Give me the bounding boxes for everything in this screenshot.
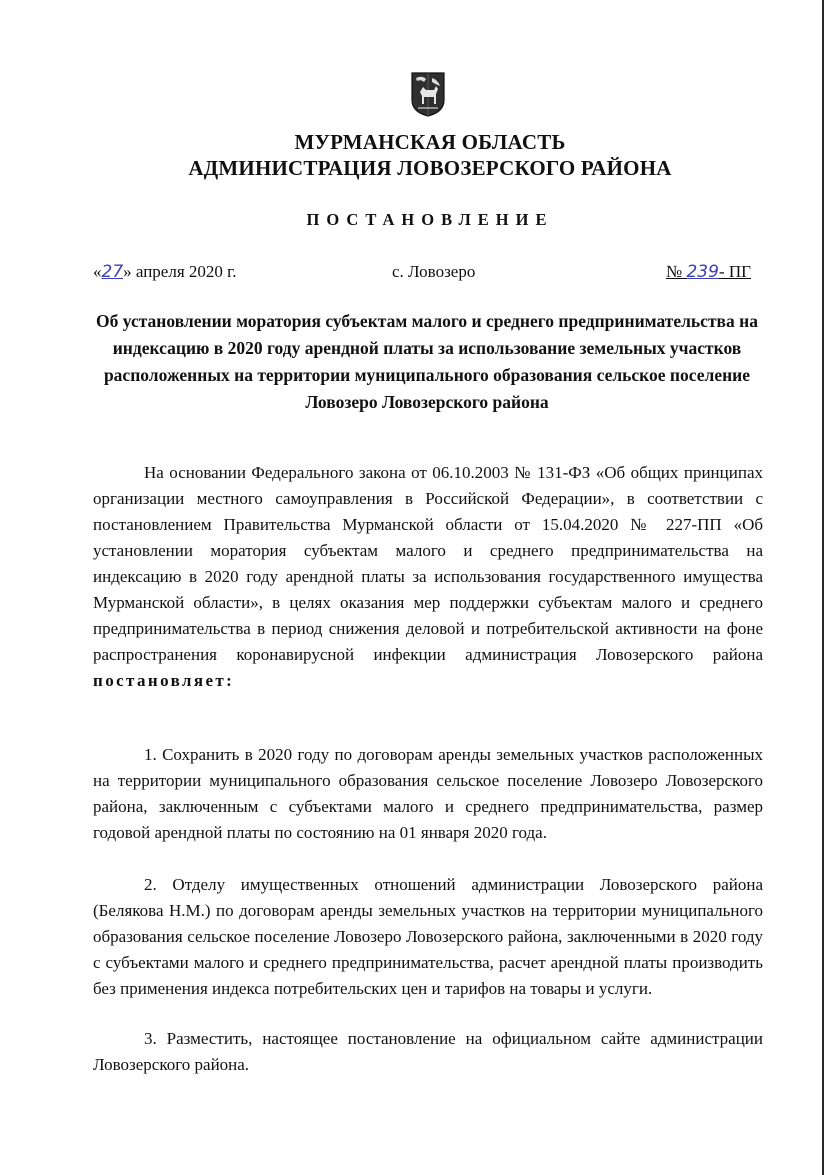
document-type: ПОСТАНОВЛЕНИЕ [306, 210, 554, 229]
intro-paragraph [93, 460, 763, 694]
header-admin: АДМИНИСТРАЦИЯ ЛОВОЗЕРСКОГО РАЙОНА [188, 156, 672, 180]
document-title: Об установлении моратория субъектам малого и среднего предпринимательства на индексацию в 2020 году арендной платы за использование земельных участков расположенных на территории муниципального образования сельское поселение Ловозеро Ловозерского района [96, 311, 758, 412]
number-suffix: - ПГ [718, 262, 751, 281]
item-2: 2. Отделу имущественных отношений администрации Ловозерского района (Белякова Н.М.) по договорам аренды земельных участков на территории муниципального образования сельское поселение Ловозеро Ловозерского района, заключенными в 2020 году с субъектами малого и среднего предпринимательства, расчет арендной платы производить без применения индекса потребительских цен и тарифов на товары и услуги. [93, 875, 763, 998]
intro-text: На основании Федерального закона от 06.10.2003 № 131-ФЗ «Об общих принципах организации местного самоуправления в Российской Федерации», в соответствии с постановлением Правительства Мурманской области от 15.04.2020 № 227-ПП «Об установлении моратория субъектам малого и среднего предпринимательства на индексацию в 2020 году арендной платы за использования государственного имущества Мурманской области», в целях оказания мер поддержки субъектам малого и среднего предпринимательства в период снижения деловой и потребительской активности на фоне распространения коронавирусной инфекции администрация Ловозерского района [93, 463, 763, 664]
item-1: 1. Сохранить в 2020 году по договорам аренды земельных участков расположенных на территории муниципального образования сельское поселение Ловозеро Ловозерского района, заключенным с субъектами малого и среднего предпринимательства, размер годовой арендной платы по состоянию на 01 января 2020 года. [93, 745, 763, 842]
date-open-quote: « [93, 262, 102, 281]
header-region: МУРМАНСКАЯ ОБЛАСТЬ [294, 130, 566, 154]
intro-resolve: постановляет: [93, 671, 235, 690]
item-3: 3. Разместить, настоящее постановление на официальном сайте администрации Ловозерского района. [93, 1029, 763, 1074]
number-handwritten: 239 [686, 262, 719, 282]
number-prefix: № [666, 262, 687, 281]
date-rest: » апреля 2020 г. [123, 262, 237, 281]
document-number [666, 262, 751, 282]
coat-of-arms-icon [410, 70, 446, 118]
document-place: с. Ловозеро [392, 262, 476, 281]
date-day-handwritten: 27 [101, 262, 124, 282]
document-date [93, 262, 236, 282]
